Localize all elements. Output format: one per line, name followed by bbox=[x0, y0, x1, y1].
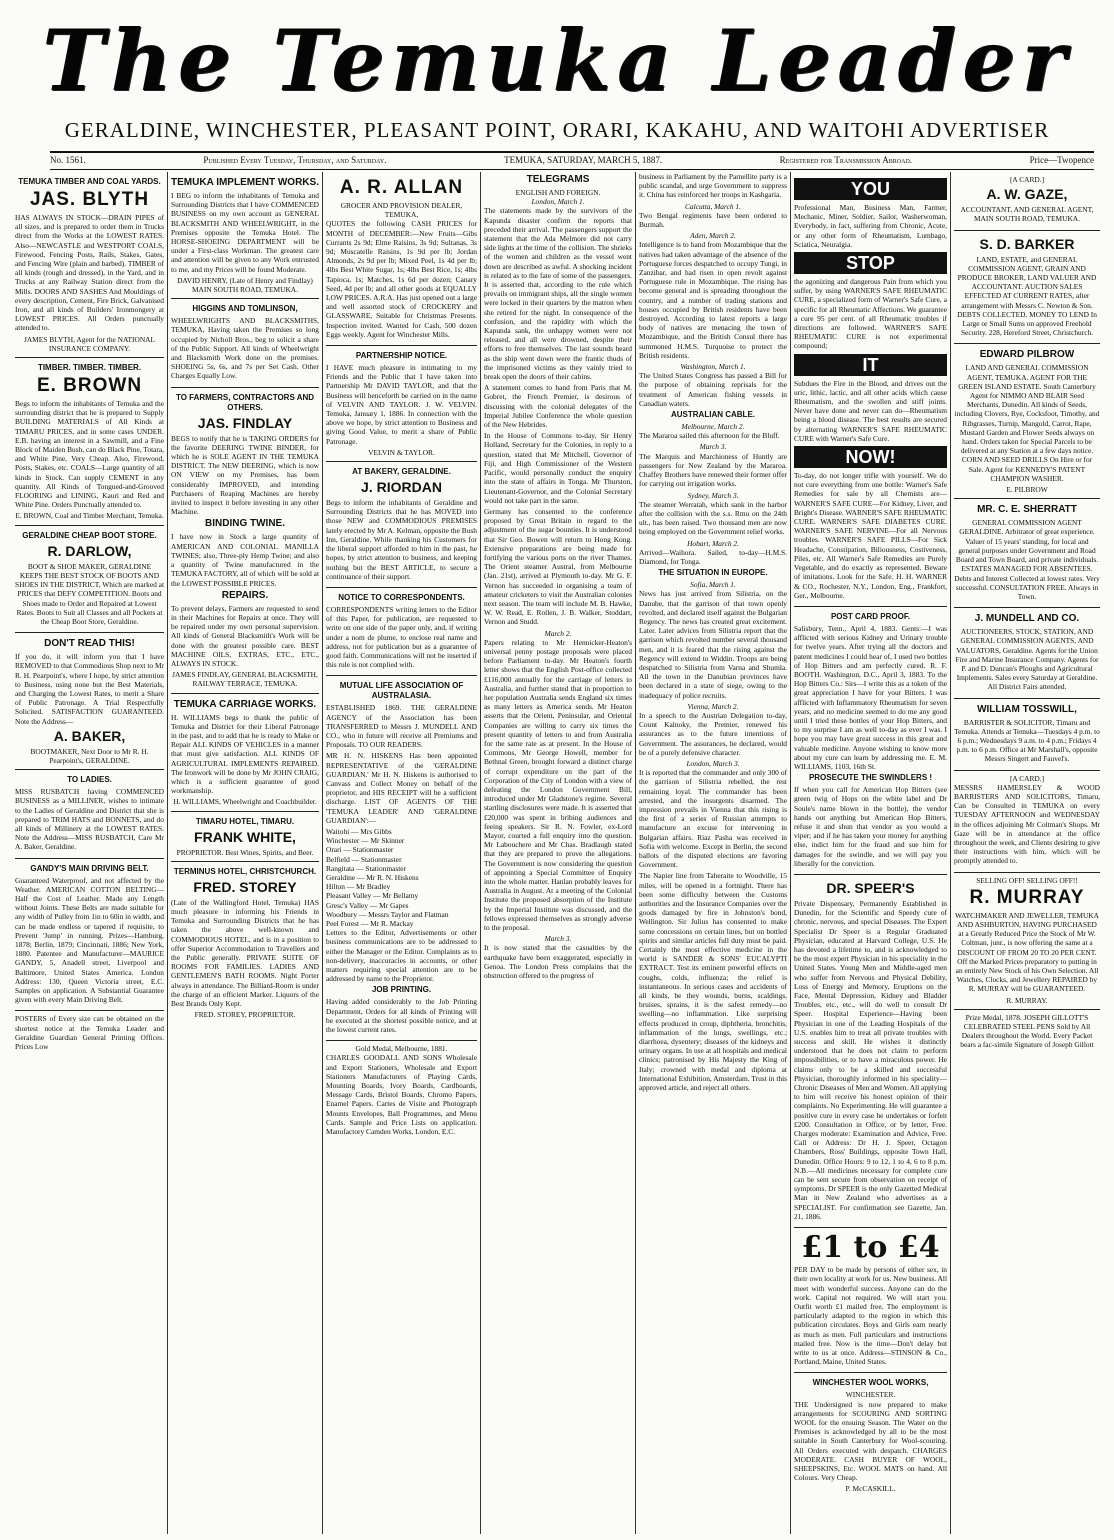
ad-body: Professional Man, Business Man, Farmer, Mechanic, Miner, Soldier, Sailor, Washerwoman, Everybody, in fact, suffering from Chronic, Acute, or any other form of Rheumatism, Lumbago, Sciatica, Neuralgia. bbox=[794, 203, 947, 249]
ad-name: WILLIAM TOSSWILL, bbox=[977, 703, 1077, 715]
issue-price: Price—Twopence bbox=[1029, 155, 1094, 165]
ad-body: PROPRIETOR. Best Wines, Spirits, and Beer. bbox=[176, 847, 314, 857]
ad-body: AUCTIONEERS, STOCK, STATION, AND GENERAL COMMISSION AGENTS, AND VALUATORS, Geraldine. Agents for the Union Fire and Marine Insurance Company. Agents for P. and D. Duncan's Ploughs and Agricultural Implements. Sales every Saturday at Geraldine. All District Fairs attended. bbox=[955, 627, 1099, 692]
ad-body: ACCOUNTANT, AND GENERAL AGENT, MAIN SOUTH ROAD, TEMUKA. bbox=[960, 205, 1094, 224]
agent-entry: Hilton — Mr Bradley bbox=[326, 882, 391, 892]
ad-name: FRED. STOREY bbox=[193, 878, 297, 895]
ad-heading: NOTICE TO CORRESPONDENTS. bbox=[338, 592, 465, 602]
ad-body: GENERAL COMMISSION AGENT GERALDINE. Arbitrator of great experience. Valuer of 15 years' standing, for local and general purposes under Government and Road Board and Town Board, and private individuals. ESTATES MANAGED FOR ABSENTEES. Debts and Interest Collected at lowest rates. Very successful. CONSULTATION FREE. Always in Town. bbox=[954, 518, 1100, 601]
ad-body: If when you call for American Hop Bitters (see green twig of Hops on the white label and Dr Soule's name blown in the bottle), the vendor hands out anything but American Hop Bitters, refuse it and shun that vendor as you would a viper; and if he has taken your money for anything else, indict him for the fraud and sue him for damages for the swindle, and we will pay you liberally for the conviction. bbox=[794, 785, 947, 868]
ad-heading: TEMUKA IMPLEMENT WORKS. bbox=[171, 177, 319, 188]
ad-heading: HIGGINS AND TOMLINSON, bbox=[192, 304, 298, 314]
posters-advert bbox=[15, 1011, 164, 1057]
ad-name: J. MUNDELL AND CO. bbox=[974, 613, 1080, 625]
ad-body: MESSRS HAMERSLEY & WOOD BARRISTERS AND SOLICITORS, Timaru, Can be Consulted in TEMUKA on every TUESDAY AFTERNOON and WEDNESDAY in the offices adjoining Mr Coltman's Shops. Mr Gaze will be in attendance at the office throughout the week, and Clients desiring to give their instructions with him, which will be promptly attended to. bbox=[954, 782, 1100, 866]
agent-entry: Peel Forest — Mr R. Mackay bbox=[326, 919, 414, 928]
article-paragraph: Papers relating to Mr Hennicker-Heaton's universal penny postage proposals were placed before Parliament to-day. Mr Heaton's fourth letter shows that the English Post-office collected £116,000 annually for the carriage of letters to Australia, and further stated that in proportion to her population Australia sends England six times as many letters as America sends. Mr Heaton asserts that the Orient, Peninsular, and Oriental Companies are willing to carry six times the present quantity of letters to and from Australia for the same rate as at present. In the House of Commons, Mr George Howell, member for Bethnal Green, brought forward a distinct charge of corrupt expenditure on the part of the Corporation of the City of London with a view of defeating the London Government Bill, introduced under Mr Gladstone's regime. Several startling disclosures were made. It is asserted that £20,000 was spent in bribing audiences and feeing speakers. Sir R. N. Fowler, ex-Lord Mayor, courted a full enquiry into the question. Mr Labouchere and Mr Chas. Bradlaugh stated that they are prepared to prove the allegations. The Government is now considering the question of appointing a Special Committee of Enquiry into the whole matter. Hanlan probably leaves for Australia in August. At a meeting of the Colonial Institute the proposed absorption of the Institute by the Imperial Institute was discussed, and the fellows expressed themselves as strongly adverse to the proposal. bbox=[484, 637, 632, 933]
ad-name: R. MURRAY bbox=[969, 886, 1085, 908]
ad-heading: TEMUKA TIMBER AND COAL YARDS. bbox=[18, 177, 161, 186]
ad-heading: SELLING OFF! SELLING OFF!! bbox=[976, 875, 1078, 885]
ad-name: A. W. GAZE, bbox=[986, 186, 1068, 203]
article-paragraph: A statement comes to hand from Paris that M. Gobret, the French Premier, is desirous of discussing with the colonial delegates of the Imperial Jubilee Conference the whole question of the New Hebrides. bbox=[484, 383, 632, 430]
ad-body: Begs to inform the inhabitants of Geraldine and Surrounding Districts that he has MOVED into those NEW and COMMODIOUS PREMISES lately erected by Mr A. Kelman, opposite the Bush Inn, Geraldine. While thanking his Customers for the liberal support afforded to him in the past, he hopes, by strict attention to business, and keeping nothing but the BEST ARTICLE, to secure a continuance of their support. bbox=[326, 498, 477, 581]
murray-advert bbox=[954, 873, 1100, 1010]
ad-heading: TO FARMERS, CONTRACTORS AND OTHERS. bbox=[175, 392, 315, 412]
agent-entry: Pleasant Valley — Mr Bellamy bbox=[326, 891, 419, 901]
ad-body: Having added considerably to the Job Printing Department, Orders for all kinds of Printing will be executed at the shortest possible notice, and at the lowest current rates. bbox=[326, 997, 477, 1035]
agents-list bbox=[326, 827, 477, 928]
ad-body: WHEELWRIGHTS AND BLACKSMITHS, TEMUKA, Having taken the Premises so long occupied by Nicholl Bros., beg to solicit a share of the Public Support. All kinds of Wheelwright and Blacksmith Work done on the premises. SHOEING 5s, 6s, and 7s per Set Cash. Other Charges Equally Low. bbox=[171, 316, 319, 381]
barker-advert bbox=[954, 231, 1100, 345]
ad-signature: BOOTMAKER, Next Door to Mr R. H. Pearpoint's, GERALDINE. bbox=[30, 746, 149, 765]
newspaper-title: The Temuka Leader bbox=[42, 11, 1072, 110]
ad-signature: E. BROWN, Coal and Timber Merchant, Temuka. bbox=[15, 511, 164, 521]
agent-entry: Orari — Stationmaster bbox=[326, 845, 394, 855]
dateline: March 3. bbox=[699, 442, 727, 452]
article-paragraph: The Napier line from Taheraite to Woodville, 15 miles, will be opened in a fortnight. There has been some difficulty between the Customs authorities and the Insurance Companies over the goods damaged by fire in Johnston's bond, Wellington. Sir Julius has consented to make some concessions on certain lines, but on bottled spirits and similar articles full duty must be paid. Certainly the most effective medicine in the world is SANDER & SONS' EUCALYPTI EXTRACT. Test its eminent powerful effects on coughs, colds, influenza; the relief is instantaneous. In serious cases and accidents of all kinds, be they wounds, burns, scaldings, bruises, sprains, it is the safest remedy—no swelling—no inflammation. Like surprising effects produced in croup, diphtheria, bronchitis, inflammation of the lungs, swellings, etc.; diarrhoea, dysentery; diseases of the kidneys and urinary organs. In use at all hospitals and medical clinics; patronised by His Majesty the King of Italy; crowned with medal and diploma at International Exhibition, Amsterdam. Trust in this approved article, and reject all others. bbox=[639, 871, 787, 1093]
stinson-advert bbox=[794, 1228, 947, 1373]
ad-heading: PROSECUTE THE SWINDLERS ! bbox=[808, 773, 933, 783]
publication-schedule: Published Every Tuesday, Thursday, and Saturday. bbox=[203, 155, 387, 165]
article-paragraph: Two Bengal regiments have been ordered to Burmah. bbox=[639, 210, 787, 230]
implement-works-advert bbox=[171, 172, 319, 299]
agent-entry: Belfield — Stationmaster bbox=[326, 854, 402, 864]
ad-name: E. BROWN bbox=[36, 375, 143, 397]
article-paragraph: The Marquis and Marchioness of Huntly are passengers for New Zealand by the Mararoa. Chaffey Brothers have renewed their former offer for carrying out irrigation works. bbox=[639, 451, 787, 489]
dateline: March 3. bbox=[544, 934, 572, 944]
brown-advert bbox=[15, 358, 164, 526]
higgins-advert bbox=[171, 299, 319, 387]
article-paragraph: The statements made by the survivors of the Kapunda disaster confirm the reports that preceded their arrival. The passengers support the statement that the Ada Melmore did not carry side lights at the time of the collision. The shrieks of the women and children as the vessel went down are described as awful. A shocking incident is related as to the fate of some of the passengers. It is asserted that, according to the rule which prevails on immigrant ships, all the single women were locked in their quarters by the matron when she retired for the night. In consequence of the confusion, and the rapidity with which the Kapunda sank, the unhappy women were not released, and all were drowned, despite their efforts to free themselves. The last sounds heard as the ship went down were the frantic thuds of the imprisoned victims as they vainly tried to break open the doors of their cabins. bbox=[484, 206, 632, 382]
ad-body: HAS ALWAYS IN STOCK—DRAIN PIPES of all sizes, and is prepared to order them in Trucks direct from the Works at the LOWEST RATES. Also—NEWCASTLE and WESTPORT COALS, Firewood, Fencing Posts, Rails, Stakes, Gates, and Fencing Wire (plain and barbed). TIMBER of all kinds (rough and dressed), in the Yard, and in Trucks at any Railway Station direct from the Mills. DOORS AND SASHES And Mouldings of every description, Cement, Fire Brick, Galvanised Iron, and all kinds of Builders' Ironmongery at LOWEST PRICES. All Orders punctually attended to. bbox=[15, 213, 164, 333]
hop-bitters-advert bbox=[794, 607, 947, 875]
rusbatch-advert bbox=[15, 770, 164, 858]
dateline: Sofia, March 1. bbox=[690, 580, 736, 590]
ad-banner: NOW! bbox=[794, 446, 947, 468]
ad-body: BEGS to notify that he is TAKING ORDERS for the favorite DEERING TWINE BINDER, for which he is SOLE AGENT IN THE TEMUKA DISTRICT. The NEW DEERING, which is now ON VIEW on my Premises, has been considerably IMPROVED, and intending Purchasers of Reaping Machines are hereby invited to inspect it before investing in any other Machine. bbox=[171, 433, 319, 517]
darlow-advert bbox=[15, 526, 164, 633]
ad-name: EDWARD PILBROW bbox=[979, 349, 1075, 361]
ad-subheading: GROCER AND PROVISION DEALER, TEMUKA, bbox=[340, 201, 463, 220]
ad-heading: BINDING TWINE. bbox=[205, 518, 285, 530]
pilbrow-advert bbox=[954, 344, 1100, 499]
agent-entry: Woodbury — Messrs Taylor and Flatman bbox=[326, 909, 449, 919]
correspondents-notice bbox=[326, 588, 477, 676]
ad-body: To-day, do not longer trifle with yourself. We do not cure everything from one bottle: Warner's Safe Remedies for sale by all Chemists are—WARNER'S SAFE CURE—For Kidney, Liver, and Bright's Disease. WARNER'S SAFE RHEUMATIC CURE. WARNER'S SAFE DIABETES CURE. WARNER'S SAFE NERVINE—For all Nervous troubles. WARNER'S SAFE PILLS—For Sick Headache, Constipation, Biliousness, Costiveness, Piles, etc. All Warner's Safe Remedies are Purely Vegetable, and do exactly as represented. Beware of imitations. Look for the Safe. H. H. WARNER & CO., Rochester, N.Y., London, Eng., Frankfort, Ger., Melbourne. bbox=[794, 471, 948, 600]
baker-advert bbox=[15, 633, 164, 770]
column-2 bbox=[168, 172, 322, 1534]
ad-body: POSTERS of Every size can be obtained on the shortest notice at the Temuka Leader and Geraldine Guardian General Printing Offices. Prices Low bbox=[15, 1014, 164, 1052]
ad-heading: GANDY'S MAIN DRIVING BELT. bbox=[30, 863, 149, 873]
agent-entry: Waitohi — Mrs Gibbs bbox=[326, 826, 392, 836]
ad-body: (Late of the Wallingford Hotel, Temuka) HAS much pleasure in informing his Friends in Temuka and Surrounding Districts that he has taken the above well-known and COMMODIOUS HOTEL, and is in a position to offer Superior Accommodation to Travellers and the Public generally. PRIVATE SUITE OF ROOMS FOR FAMILIES. LADIES AND GENTLEMEN'S BATH ROOMS. Night Porter always in attendance. The Billiard-Room is under the charge of an efficient Marker. Liquors of the Best Brands Only Kept. bbox=[171, 897, 319, 1008]
ad-body: MISS RUSBATCH having COMMENCED BUSINESS as a MILLINER, wishes to intimate to the Ladies of Geraldine and District that she is prepared to TRIM HATS and BONNETS, and do all kinds of Millinery at the LOWEST RATES. Note the Address—MISS RUSBATCH, Care Mr A. Baker, Geraldine. bbox=[15, 787, 164, 852]
ad-name: JAS. FINDLAY bbox=[197, 414, 293, 431]
ad-body: H. WILLIAMS begs to thank the public of Temuka and District for their Liberal Patronage in the past, and to add that he is ready to Make or Repair ALL KINDS OF VEHICLES in a manner that must give satisfaction. ALL KINDS OF AGRICULTURAL IMPLEMENTS REPAIRED. The Ironwork will be done by Mr JOHN CRAIG, which is a sufficient guarantee of good workmanship. bbox=[171, 712, 319, 796]
ad-body: I HAVE much pleasure in intimating to my Friends and the Public that I have taken into Partnership Mr DAVID TAYLOR, and that the Business will henceforth be carried on in the name of VELVIN AND TAYLOR. J. W. VELVIN. Temuka, January 1, 1886. In connection with the above we hope, by strict attention to Business and giving Good Value, to merit a share of Public Patronage. bbox=[326, 363, 477, 446]
issue-date: TEMUKA, SATURDAY, MARCH 5, 1887. bbox=[504, 155, 663, 165]
column-6 bbox=[791, 172, 950, 1534]
ad-subheading: BOOT & SHOE MAKER, GERALDINE bbox=[27, 561, 152, 571]
ad-heading: MUTUAL LIFE ASSOCIATION OF AUSTRALASIA. bbox=[339, 681, 464, 701]
column-3 bbox=[323, 172, 480, 1534]
ad-heading: DON'T READ THIS! bbox=[44, 638, 135, 650]
ad-banner: IT bbox=[794, 354, 947, 376]
ad-name: DR. SPEER'S bbox=[826, 879, 915, 896]
allan-advert bbox=[326, 172, 477, 346]
ad-body: MR H. N. HISKENS Has been appointed REPRESENTATIVE of the 'GERALDINE GUARDIAN.' Mr H. N. Hiskens is authorised to Canvass and Collect Money on behalf of the proprietor, and HIS RECEIPT will be a sufficient discharge. LIST OF AGENTS OF THE 'TEMUKA LEADER' AND 'GERALDINE GUARDIAN':— bbox=[326, 751, 477, 825]
article-paragraph: business in Parliament by the Parnellite party is a public scandal, and urge Government to suppress it. China has reinforced her troops in Kashgaria. bbox=[639, 172, 787, 200]
terminus-hotel-advert bbox=[171, 862, 319, 1024]
ad-name: A. R. ALLAN bbox=[339, 177, 464, 198]
mutual-life-advert bbox=[326, 676, 477, 1041]
article-paragraph: It is reported that the commander and only 300 of the garrison of Silistria rebelled, the rest remaining loyal. The commander has been arrested, and the insurgents disarmed. The impression prevails in Vienna that this rising is the first of a series of Russian attempts to manufacture an excuse for intervening in Bulgarian affairs. Riaz Pasha was received in Sofia with welcome. Except in Berlin, the second ballots of the disputed elections are favoring Government. bbox=[639, 768, 787, 870]
ad-display-figure: £1 to £4 bbox=[801, 1230, 940, 1266]
ad-signature: JAMES FINDLAY, GENERAL BLACKSMITH, RAILWAY TERRACE, TEMUKA. bbox=[172, 670, 318, 689]
ad-body: BARRISTER & SOLICITOR, Timaru and Temuka. Attends at Temuka—Tuesdays 4 p.m. to 6 p.m.; Wednesdays 9 a.m. to 4 p.m.; Fridays 4 p.m. to 6 p.m. Office at Mr Marshall's, opposite Messrs Singert and Fauvel's. bbox=[954, 717, 1100, 764]
dateline: Hobart, March 2. bbox=[687, 538, 739, 548]
hamersley-advert bbox=[954, 771, 1100, 873]
tosswill-advert bbox=[954, 699, 1100, 771]
ad-name: FRANK WHITE, bbox=[194, 828, 296, 845]
section-heading: AUSTRALIAN CABLE. bbox=[671, 410, 755, 420]
column-5 bbox=[636, 172, 790, 1534]
ad-body: I have now in Stock a large quantity of AMERICAN AND COLONIAL MANILLA TWINES; also, Three-ply Hemp Twine; and also a quantity of Twine manufactured in the TEMUKA FACTORY, all of which will be sold at the LOWEST POSSIBLE PRICES. bbox=[171, 532, 320, 588]
ad-name: JAS. BLYTH bbox=[29, 189, 150, 210]
article-paragraph: The Mararoa sailed this afternoon for the Bluff. bbox=[639, 431, 780, 441]
ad-signature: DAVID HENRY, (Late of Henry and Findlay) MAIN SOUTH ROAD, TEMUKA. bbox=[177, 275, 313, 295]
ad-body: ESTABLISHED 1869. THE GERALDINE AGENCY of the Association has been TRANSFERRED to Messrs J. MUNDELL AND CO., who in future will receive all Premiums and Proposals. TO OUR READERS. bbox=[326, 703, 477, 750]
ad-heading: PARTNERSHIP NOTICE. bbox=[355, 351, 448, 361]
dateline: Sydney, March 3. bbox=[687, 490, 739, 500]
timaru-hotel-advert bbox=[171, 812, 319, 862]
wool-works-advert bbox=[794, 1373, 947, 1497]
dateline: Calcutta, March 1. bbox=[685, 201, 741, 211]
ad-body: I BEG to inform the inhabitants of Temuka and Surrounding Districts that I have COMMENCED BUSINESS on my own account as GENERAL BLACKSMITH AND WHEELWRIGHT, in the Premises opposite the Temuka Hotel. The HORSE-SHOEING DEPARTMENT will be under a First-class Workman. The greatest care and attention will be given to any Work entrusted to me, and my Prices will be found Moderate. bbox=[171, 191, 319, 274]
column-1 bbox=[12, 172, 167, 1534]
article-paragraph: In a speech to the Austrian Delegation to-day, Count Kalnoky, the Premier, renewed his assurances as to the future intentions of Government. The assurances, he declared, would be of a purely defensive character. bbox=[639, 710, 787, 757]
newspaper-subtitle: GERALDINE, WINCHESTER, PLEASANT POINT, ORARI, KAKAHU, AND WAITOHI ADVERTISER bbox=[64, 118, 1050, 142]
ad-heading: WINCHESTER WOOL WORKS, bbox=[812, 1378, 929, 1388]
dateline: Melbourne, March 2. bbox=[681, 422, 745, 432]
ad-signature: JAMES BLYTH, Agent for the NATIONAL INSURANCE COMPANY. bbox=[23, 334, 156, 353]
ad-signature: R. MURRAY. bbox=[1006, 995, 1048, 1005]
findlay-advert bbox=[171, 388, 319, 694]
ad-body: If you do, it will inform you that I have REMOVED to that Commodious Shop next to Mr R. H. Pearpoint's, where I hope, by strict attention to Business, using none but the Best Materials, and Charging the Lowest Rates, to merit a Share of Public Patronage. A Trial Respectfully Solicited. SATISFACTION GUARANTEED. Note the Address— bbox=[15, 652, 164, 726]
sherratt-advert bbox=[954, 499, 1100, 608]
ad-signature: VELVIN & TAYLOR. bbox=[368, 447, 435, 457]
ad-heading: TEMUKA CARRIAGE WORKS. bbox=[173, 698, 317, 710]
registration-note: Registered for Transmission Abroad. bbox=[779, 155, 913, 165]
ad-banner: STOP bbox=[794, 252, 947, 274]
gaze-advert bbox=[954, 172, 1100, 231]
ad-body: Guaranteed Waterproof, and not affected by the Weather. AMERICAN COTTON BELTING—Half the Cost of Leather. Made any Length without Joints. These Belts are made suitable for any width of Pulley from 1in to 60in in width, and can be made endless or tapered if requisite, to Prevent 'Jump' in running. Prizes—Hamburg, 1878; Berlin, 1879; Cincinnati, 1886; New York, 1880. Patentee and Manufacturer—MAURICE GANDY, 5, Anadell street, Liverpool and Baltimore, United States America. London Address: 130, Queen Victoria street, E.C. Samples on application. A Substantial Guarantee given with every Main Driving Belt. bbox=[15, 875, 164, 1005]
carriage-works-advert bbox=[171, 694, 319, 812]
partnership-notice bbox=[326, 346, 477, 462]
goodall-advert bbox=[326, 1041, 477, 1142]
masthead bbox=[0, 0, 1114, 165]
ad-name: S. D. BARKER bbox=[979, 235, 1075, 252]
dateline: March 2. bbox=[544, 628, 572, 638]
ad-body: QUOTES the following CASH PRICES for MONTH of DECEMBER:—New Fruits—Gibs Currants 2s 9d; Elme Raisins, 3s 9d; Sultanas, 3s 9d; Muscatelle Raisins, 1s 9d per lb; Jordan Almonds, 2s 9d per lb; Mixed Peel, 1s 4d per lb; 4lbs Best White Sugar, 1s; 4lbs Best Rice, 1s; 4lbs Tapioca, 1s; Matches, 1s 6d per dozen; Canary Seed, 4d per lb; and all other goods at EQUALLY LOW PRICES. A.R.A. Has just opened out a large and well assorted stock of CROCKERY and GLASSWARE, Suitable for Christmas Presents. Inspection invited. Wanted for Cash, 500 dozen Eggs weekly. Agent for Winchester Mills. bbox=[326, 219, 477, 339]
ad-heading: TERMINUS HOTEL, CHRISTCHURCH. bbox=[173, 866, 317, 876]
article-paragraph: News has just arrived from Silistria, on the Danube, that the garrison of that town openly revolted, and declared itself against the Bulgarian Regency. The news has created great excitement. Later. Later advices from Silistria report that the garrison which revolted number several thousand men, and it is feared that the rising against the Regency will extend to Widdin. Troops are being despatched to Silistria from Varna and Shumla. All the town in the Danubian provinces have been declared in a state of siege, owing to the inadequacy of police recruits. bbox=[639, 589, 787, 700]
dateline: Aden, March 2. bbox=[690, 231, 736, 241]
article-paragraph: Germany has consented to the conference proposed by Great Britain in regard to the adjustment of the sugar bounties. It is understood that Sir Geo. Bowen will return to Hong Kong. Extensive preparations are being made for fortifying the various ports on the river Thames. The Orient steamer Austral, from Melbourne (Jan. 21st), arrived at Plymouth to-day. Mr G. F. Vernon has succeeded in organising a team of amateur cricketers to visit the Australian colonies next season. The team will include M. B. Hawke, W. W. Read, E. Rollen, J. B. Walker, Stoddart, Vernon and Studd. bbox=[484, 506, 632, 627]
article-paragraph: The steamer Werratah, which sank in the harbor after the collision with the s.s. Rmu on the 24th ult., has been raised. Two thousand men are now being employed on the Government relief works. bbox=[639, 499, 787, 537]
issue-number: No. 1561. bbox=[50, 155, 86, 165]
ad-heading: [A CARD.] bbox=[1009, 773, 1045, 783]
section-heading: TELEGRAMS bbox=[526, 174, 590, 185]
ad-body: LAND, ESTATE, and GENERAL COMMISSION AGENT, GRAIN AND PRODUCE BROKER, LAND VALUER AND ACCOUNTANT. AUCTION SALES EFFECTED AT CURRENT RATES, after arrangement with Messrs C. Newton & Son. DEBTS COLLECTED. MONEY TO LEND In Large or Small Sums on approved Freehold Security. 228, Hereford Street, Christchurch. bbox=[957, 254, 1097, 338]
dateline: London, March 3. bbox=[686, 758, 740, 768]
warner-advert bbox=[794, 172, 947, 607]
agent-entry: Geraldine — Mr R. N. Hiskens bbox=[326, 872, 419, 882]
ad-name: J. RIORDAN bbox=[361, 479, 442, 496]
ad-body: THE Undersigned is now prepared to make arrangements for SCOURING AND SORTING WOOL for the ensuing Season. The Water on the Premises is acknowledged by all to be the most suitable in South Canterbury for Wool-scouring. All Orders executed with despatch. CHARGES MODERATE. CASH BUYER OF WOOL, SHEEPSKINS, Etc. WOOL MATS on hand. All Colours. Very Cheap. bbox=[794, 1399, 947, 1483]
dateline: London, March 1. bbox=[531, 197, 585, 207]
agent-entry: Gresc's Valley — Mr Gapes bbox=[326, 900, 409, 910]
dateline-bar bbox=[50, 151, 1094, 170]
ad-body: Subdues the Fire in the Blood, and drives out the uric, lithic, lactic, and all other acids which cause Rheumatism, and the swollen and stiff joints. Never have done and never can do—Rheumatism being a blood disease. The best results are secured by alternating WARNER'S SAFE RHEUMATIC CURE with Warner's Safe Cure. bbox=[794, 378, 947, 443]
ad-heading: [A CARD.] bbox=[1009, 175, 1045, 184]
dateline: Washington, March 1. bbox=[680, 362, 746, 372]
ad-signature: H. WILLIAMS, Wheelwright and Coachbuilder. bbox=[173, 797, 317, 807]
column-4 bbox=[481, 172, 635, 1534]
article-paragraph: It is now stated that the casualties by the earthquake have been exaggerated, especially in Genoa. The London Press complains that the obstruction offered to the progress of bbox=[484, 943, 632, 981]
article-paragraph: In the House of Commons to-day, Sir Henry Holland, Secretary for the Colonies, in reply to a question, stated that Mr Mitchell, Governor of Fiji, and High Commissioner of the Western Pacific, would personally conduct the enquiry into the state of affairs in Tonga. Mr Thurston, Lieutenant-Governor, and the Colonial Secretary would not take part in the same. bbox=[484, 431, 632, 505]
ad-body: KEEPS THE BEST STOCK OF BOOTS AND SHOES IN THE DISTRICT, Which are marked at PRICES that DEFY COMPETITION. Boots and Shoes made to Order and Repaired at Lowest Rates. Boots to Suit all Classes and all Pockets at the Cheap Boot Store, Geraldine. bbox=[15, 570, 165, 626]
ad-signature: FRED. STOREY, PROPRIETOR. bbox=[194, 1010, 296, 1020]
ad-body: PER DAY to be made by persons of either sex, in their own locality at work for us. New business. All meet with wonderful success. Anyone can do the work. Capital not required. We will start you. Outfit worth £1 mailed free. The employment is particularly adapted to the region in which this publication circulates. Boys and Girls earn nearly as much as men. Full particulars and instructions mailed free. Now is the time—Don't delay but write to us at once. Address—STINSON & Co., Portland, Maine, United States. bbox=[794, 1265, 947, 1367]
ad-heading: TIMBER. TIMBER. TIMBER. bbox=[37, 363, 142, 373]
blyth-advert bbox=[15, 172, 164, 358]
ad-body: WATCHMAKER AND JEWELLER, TEMUKA AND ASHBURTON, HAVING PURCHASED at a Greatly Reduced Price the Stock of Mr W. Coltman, junr., is now offering the same at a DISCOUNT OF FROM 20 TO 20 PER CENT. Off the Marked Prices preparatory to putting in an entirely New Stock of his Own Selection. All Watches, Clocks, and Jewellery REPAIRED by R. MURRAY will be GUARANTEED. bbox=[955, 910, 1099, 994]
ad-name: A. BAKER, bbox=[53, 727, 126, 744]
agent-entry: Winchester — Mr Skinner bbox=[326, 836, 405, 846]
riordan-advert bbox=[326, 462, 477, 588]
ad-heading: POST CARD PROOF. bbox=[830, 611, 911, 621]
ad-body: Salisbury, Tenn., April 4, 1883. Gents:—I was afflicted with serious Kidney and Urinary trouble for twelve years. After trying all the doctors and patent medicines I could hear of, I used two bottles of Hop Bitters and am perfectly cured. R. F. BOOTH. Washington, D.C., April 3, 1883. To the Hop Bitters Co.: Sirs—I write this as a token of the great appreciation I have for your Bitters. I was afflicted with Inflammatory Rheumatism for seven years, and no medicine seemed to do me any good until I tried these bottles of your Hop Bitters, and to my surprise I am as well to-day as ever I was. I hope you may have great success in this great and valuable medicine. Anyone wishing to know more about my cure can learn by addressing me. E. M. WILLIAMS, 1103, 16th St. bbox=[794, 623, 947, 771]
article-paragraph: Arrived—Waihora. Sailed, to-day—H.M.S. Diamond, for Tonga. bbox=[639, 547, 787, 566]
section-subheading: ENGLISH AND FOREIGN. bbox=[515, 188, 601, 197]
ad-name: MR. C. E. SHERRATT bbox=[977, 504, 1077, 516]
ad-heading: REPAIRS. bbox=[221, 589, 269, 601]
article-paragraph: The United States Congress has passed a Bill for the purpose of obtaining reprisals for the treatment of American fishing vessels in Canadian waters. bbox=[639, 371, 787, 408]
ad-signature: P. McCASKILL. bbox=[845, 1484, 896, 1494]
ad-body: To prevent delays, Farmers are requested to send in their Machines for Repairs at once. They will be repaired under my own personal supervision. All kinds of General Blacksmith's Work will be done with the greatest possible care. BEST MACHINE OILS, EXTRAS, ETC., ETC., ALWAYS IN STOCK. bbox=[171, 603, 319, 668]
ad-body: Letters to the Editor, Advertisements or other business communications are to be addressed to either the Manager or the Editor. Complaints as to non-delivery, inaccuracies in accounts, or other matters requiring special attention are to be addressed by name to the Proprietor. bbox=[326, 928, 477, 984]
ad-body: Private Dispensary, Permanently Established in Dunedin, for the Scientific and Speedy cure of chronic, nervous, and special Diseases. The Expert Specialist Dr Speer is a Regular Graduated Physician, educated at Harvard College, U.S. He has devoted a lifetime to, and is acknowledged to be the most expert Physician in his speciality in the United States. Young Men and Middle-aged men who suffer from Nervous and Physical Debility, Loss of Energy and Memory, Eruptions on the Face, Mental Depression, Kidney and Bladder Troubles, etc., etc., will do well to consult Dr Speer. Hospital Experience—Having been Physician in one of the Leading Hospitals of the U.S. enables him to treat all private troubles with success and skill. He wishes it distinctly understood that he does not claim to perform impossibilities, or to have a miraculous power. He claims only to be a skilled and successful Physician, thoroughly informed in his speciality—Chronic Diseases of Men and Women. All applying to him will receive his honest opinion of their complaints. No Experimenting. He will guarantee a positive cure in every case he undertakes or forfeit £200. Consultation in Office, or by letter, Free. Charges moderate: Examination and Advice, Free. Call or Address: Dr H. J. Speer, Octagon Chambers, Ross' Buildings, opposite Town Hall, Dunedin. Office Hours: 9 to 12, 1 to 4, 6 to 8 p.m. N.B.—All medicines necessary for complete cure can be sent secure from observation on receipt of symptoms. Dr SPEER is the only Gazetted Medical Man in New Zealand who advertises as a SPECIALIST. For confirmation see Gazette, Jan. 21, 1886. bbox=[794, 898, 947, 1221]
ad-name: R. DARLOW, bbox=[47, 542, 132, 559]
ad-body: LAND AND GENERAL COMMISSION AGENT, TEMUKA. AGENT FOR THE GREEN ISLAND ESTATE. South Canterbury Agent for NIMMO AND BLAIR Seed Merchants, Dunedin. All kinds of Seeds, including Clovers, Rye, Cocksfoot, Timothy, and Ribgrasses, Turnip, Mangold, Carrot, Rape, Mustard Garden and Flower Seeds always on hand. Orders taken for Special Parcels to be delivered at any Station at a few days notice. CORN AND SEED DRILLS On Hire or for Sale. Agent for KENNEDY'S PATENT CHAMPION WASHER. bbox=[954, 363, 1100, 483]
ad-body: CHARLES GOODALL AND SONS Wholesale and Export Stationers, Wholesale and Export Stationers Manufacturers of Playing Cards, Mounting Boards, Ivory Boards, Cardboards, Message Cards, Bristol Boards, Chromo Papers, Enamel Papers. Cartes de Visite and Photograph Mounts Envelopes, Ball Programmes, and Menu Cards. Sample and Price Lists on application. Manufactory Camden Works, London, E.C. bbox=[326, 1053, 477, 1137]
ad-subheading: WINCHESTER. bbox=[845, 1390, 896, 1400]
dateline: Vienna, March 2. bbox=[687, 701, 739, 711]
ad-signature: E. PILBROW bbox=[1006, 485, 1048, 495]
ad-body: Begs to inform the inhabitants of Temuka and the surrounding district that he is prepared to Supply BUILDING MATERIALS of All Kinds at TIMARU PRICES, and in some cases UNDER. E.B. having an interest in a Sawmill, and a Fine Block of Maiden Bush, can do Black Pine, Totara, and White Pine, Very Cheap. Also, Firewood, Posts, Stakes, etc. COALS—Large quantity of all kinds in Stock. Can supply CEMENT in any quantity. All Kinds of Tongued-and-Grooved FLOORING and LINING, Kauri and Red and White Pine. Orders Punctually attended to. bbox=[15, 399, 164, 510]
article-paragraph: Intelligence is to hand from Mozambique that the natives had taken advantage of the absence of the Portuguese forces despatched to occupy Tungi, in Zanzibar, and had risen in open revolt against Portuguese rule in Mozambique. The rising has become general and is spreading throughout the country, and a number of trading stations and houses occupied by British residents have been destroyed. According to latest reports a large body of natives are menacing the town of Mozambique, and the British Consul there has summoned H.M.S. Turquoise to protect the British residents. bbox=[639, 240, 787, 360]
ad-heading: TIMARU HOTEL, TIMARU. bbox=[195, 816, 295, 826]
ad-body: Prize Medal, 1878. JOSEPH GILLOTT'S CELEBRATED STEEL PENS Sold by All Dealers throughout the World. Every Packet bears a fac-simile Signature of Joseph Gillott bbox=[960, 1012, 1094, 1050]
ad-body: CORRESPONDENTS writing letters to the Editor of this Paper, for publication, are requested to write on one side of the paper only, and, if writing under a nom de plume, to enclose real name and address, not for publication but as a guarantee of good faith. Communications will not be inserted if this rule is not complied with. bbox=[326, 604, 477, 670]
ad-heading: JOB PRINTING. bbox=[371, 985, 432, 995]
ad-heading: TO LADIES. bbox=[67, 775, 112, 785]
ad-heading: GERALDINE CHEAP BOOT STORE. bbox=[22, 530, 157, 540]
section-heading: THE SITUATION IN EUROPE. bbox=[658, 568, 768, 578]
gillott-advert bbox=[954, 1010, 1100, 1056]
mundell-advert bbox=[954, 608, 1100, 698]
column-7 bbox=[951, 172, 1103, 1534]
belt-advert bbox=[15, 859, 164, 1012]
ad-heading: Gold Medal, Melbourne, 1881. bbox=[355, 1044, 448, 1054]
agent-entry: Rangitata — Stationmaster bbox=[326, 863, 407, 873]
speer-advert bbox=[794, 875, 947, 1228]
ad-heading: AT BAKERY, GERALDINE. bbox=[352, 467, 451, 477]
ad-body: the agonizing and dangerous Pain from which you suffer, by using WARNER'S SAFE RHEUMATIC CURE, a specialized form of Warner's Safe Cure, a specific for all Rheumatic Affections. We guarantee a cure 95 per cent. of all Rheumatic troubles if directions are followed. WARNER'S SAFE RHEUMATIC CURE is not experimental compound; bbox=[794, 277, 947, 351]
ad-banner: YOU bbox=[794, 178, 947, 200]
